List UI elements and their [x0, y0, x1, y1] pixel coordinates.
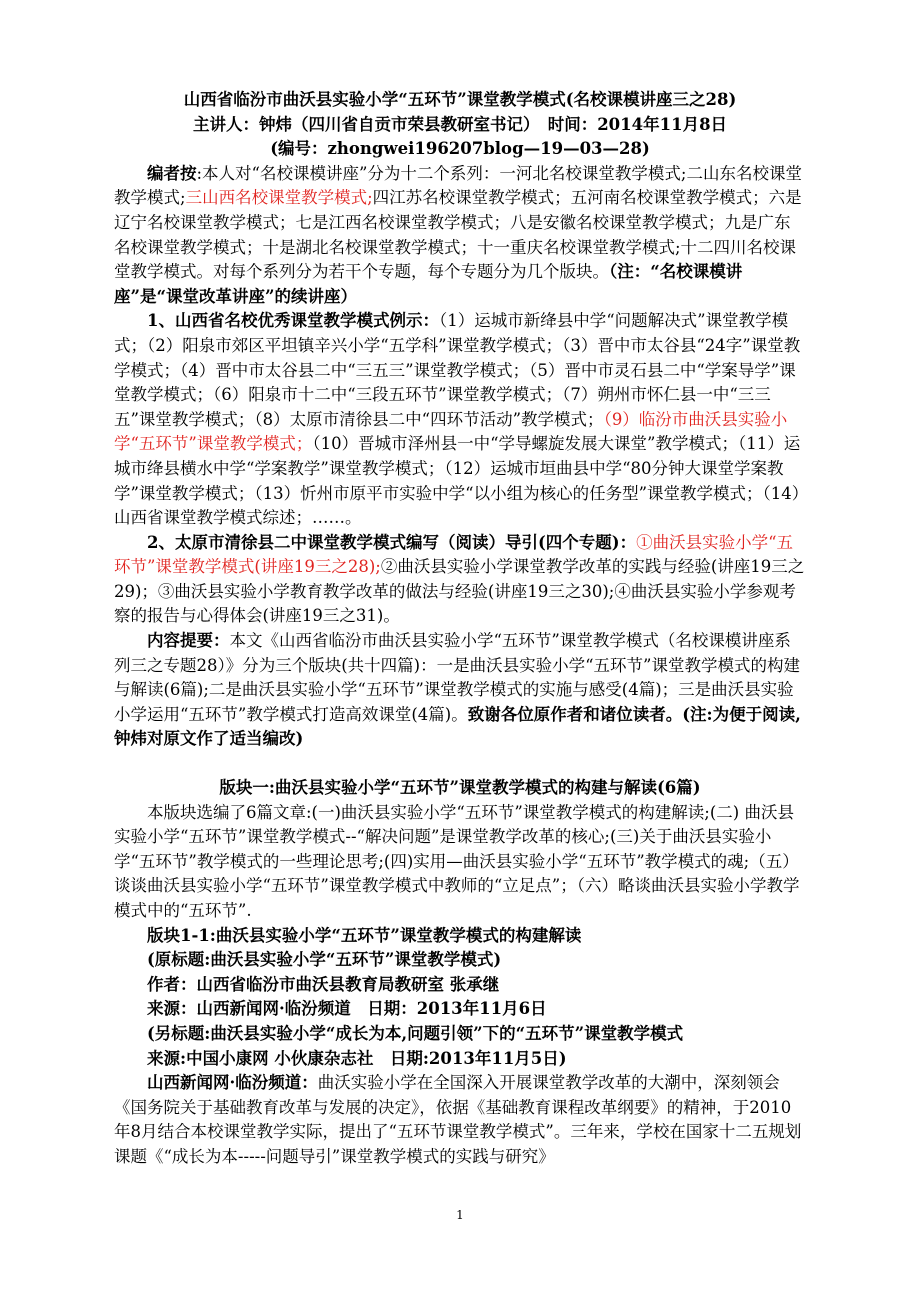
summary-label: 内容提要： [147, 631, 230, 651]
article-source1: 来源：山西新闻网·临汾频道 日期：2013年11月6日 [147, 999, 547, 1019]
spacer [114, 752, 806, 776]
editor-note-paragraph [114, 162, 806, 310]
section1-text-a: （1）运城市新绛县中学“问题解决式”课堂教学模式；（2）阳泉市郊区平坦镇辛兴小学“五学科”课堂教学模式；（3）晋中市太谷县“24字”课堂教学模式；（4）晋中市太谷县二中“三五三”课堂教学模式；（5）晋中市灵石县二中“学案导学”课堂教学模式；（6）阳泉市十二中“三段五环节”课堂教学模式；（7）朔州市怀仁县一中“三三五”课堂教学模式；（8）太原市清徐县二中“四环节活动”教学模式； [114, 311, 801, 429]
article-body-label: 山西新闻网·临汾频道： [147, 1073, 318, 1093]
article-body [114, 1071, 806, 1169]
speaker-line: 主讲人：钟炜（四川省自贡市荣县教研室书记） 时间：2014年11月8日 [192, 114, 728, 134]
code-line: (编号：zhongwei196207blog—19—03—28) [270, 139, 650, 159]
editor-note-text-b: 四江苏名校课堂教学模式；五河南名校课堂教学模式；六是辽宁名校课堂教学模式；七是江西名校课堂教学模式；八是安徽名校课堂教学模式；九是广东名校课堂教学模式；十是湖北名校课堂教学模式；十一重庆名校课堂教学模式;十二四川名校课堂教学模式。对每个系列分为若干个专题，每个专题分为几个版块。 [114, 188, 802, 282]
section1-paragraph [114, 309, 806, 530]
article-heading: 版块1-1:曲沃县实验小学“五环节”课堂教学模式的构建解读 [147, 925, 582, 945]
editor-note-label: 编者按 [147, 163, 197, 183]
section2-paragraph [114, 531, 806, 629]
editor-note-highlight: 三山西名校课堂教学模式; [185, 188, 373, 208]
page-number: 1 [456, 1208, 464, 1222]
section2-text-b: ②曲沃县实验小学课堂教学改革的实践与经验(讲座19三之29)；③曲沃县实验小学教育教学改革的做法与经验(讲座19三之30);④曲沃县实验小学参观考察的报告与心得体会(讲座19三之31)。 [114, 557, 805, 626]
section1-lead: 1、山西省名校优秀课堂教学模式例示： [147, 311, 439, 331]
article-alt-title: (另标题:曲沃县实验小学“成长为本,问题引领”下的“五环节”课堂教学模式 [147, 1023, 684, 1043]
document-page [114, 88, 806, 1170]
editor-note-remark: （注：“名校课模讲座”是“课堂改革讲座”的续讲座） [114, 262, 743, 306]
doc-title: 山西省临汾市曲沃县实验小学“五环节”课堂教学模式(名校课模讲座三之28) [183, 90, 737, 109]
article-orig-title: (原标题:曲沃县实验小学“五环节”课堂教学模式) [147, 950, 502, 970]
editor-note-text-a: :本人对“名校课模讲座”分为十二个系列：一河北名校课堂教学模式;二山东名校课堂教学模式; [114, 163, 802, 208]
article-author: 作者：山西省临汾市曲沃县教育局教研室 张承继 [147, 974, 500, 994]
section1-highlight: （9）临汾市曲沃县实验小学“五环节”课堂教学模式； [114, 409, 788, 454]
section2-lead: 2、太原市清徐县二中课堂教学模式编写（阅读）导引(四个专题)： [147, 532, 637, 552]
block1-intro: 本版块选编了6篇文章:(一)曲沃县实验小学“五环节”课堂教学模式的构建解读;(二) 曲沃县实验小学“五环节”课堂教学模式--“解决问题”是课堂教学改革的核心;(三)关于曲沃县实验小学“五环节”教学模式的一些理论思考;(四)实用—曲沃县实验小学“五环节”教学模式的魂;（五）谈谈曲沃县实验小学“五环节”课堂教学模式中教师的“立足点”；（六）略谈曲沃县实验小学教学模式中的“五环节”. [114, 802, 800, 920]
article-source2: 来源:中国小康网 小伙康杂志社 日期:2013年11月5日) [147, 1048, 567, 1068]
section2-highlight: ①曲沃县实验小学“五环节”课堂教学模式(讲座19三之28); [114, 532, 794, 577]
summary-text: 本文《山西省临汾市曲沃县实验小学“五环节”课堂教学模式（名校课模讲座系列三之专题28）》分为三个版块(共十四篇)：一是曲沃县实验小学“五环节”课堂教学模式的构建与解读(6篇);二是曲沃县实验小学“五环节”课堂教学模式的实施与感受(4篇)；三是曲沃县实验小学运用“五环节”教学模式打造高效课堂(4篇)。 [114, 631, 800, 724]
article-body-text: 曲沃实验小学在全国深入开展课堂教学改革的大潮中，深刻领会《国务院关于基础教育改革与发展的决定》，依据《基础教育课程改革纲要》的精神，于2010年8月结合本校课堂教学实际，提出了“五环节课堂教学模式”。三年来，学校在国家十二五规划课题《“成长为本-----问题导引”课堂教学模式的实践与研究》 [114, 1073, 802, 1166]
section1-text-b: （10）晋城市泽州县一中“学导螺旋发展大课堂”教学模式；（11）运城市绛县横水中学“学案教学”课堂教学模式；（12）运城市垣曲县中学“80分钟大课堂学案教学”课堂教学模式；（13）忻州市原平市实验中学“以小组为核心的任务型”课堂教学模式；（14）山西省课堂教学模式综述；……。 [114, 434, 801, 528]
block1-heading: 版块一:曲沃县实验小学“五环节”课堂教学模式的构建与解读(6篇) [219, 778, 701, 798]
summary-thanks: 致谢各位原作者和诸位读者。(注:为便于阅读,钟炜对原文作了适当编改) [114, 704, 801, 749]
summary-paragraph [114, 629, 806, 752]
